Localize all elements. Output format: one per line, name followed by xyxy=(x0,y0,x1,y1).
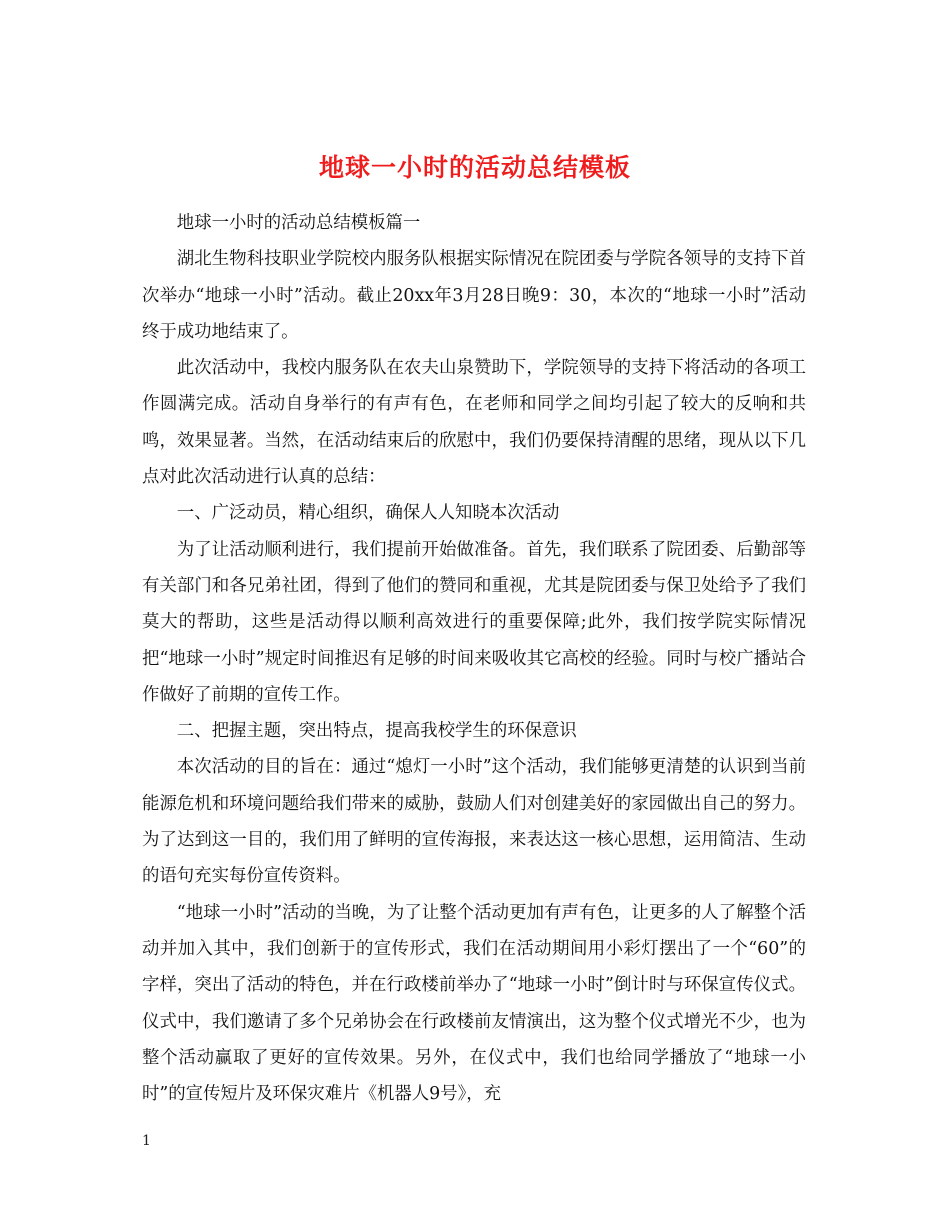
section-heading-1: 一、广泛动员，精心组织，确保人人知晓本次活动 xyxy=(176,503,560,524)
paragraph-event-night: “地球一小时”活动的当晚，为了让整个活动更加有声有色，让更多的人了解整个活动并加入其中，我们创新于的宣传形式，我们在活动期间用小彩灯摆出了一个“60”的字样，突出了活动的特色，并在行政楼前举办了“地球一小时”倒计时与环保宣传仪式。仪式中，我们邀请了多个兄弟协会在行政楼前友情演出，这为整个仪式增光不少，也为整个活动赢取了更好的宣传效果。另外，在仪式中，我们也给同学播放了“地球一小时”的宣传短片及环保灾难片《机器人9号》，充 xyxy=(142,902,806,1105)
document-body xyxy=(142,205,806,1112)
paragraph-subtitle: 地球一小时的活动总结模板篇一 xyxy=(176,213,421,233)
section-heading-2: 二、把握主题，突出特点，提高我校学生的环保意识 xyxy=(176,721,577,742)
paragraph-purpose: 本次活动的目的旨在：通过“熄灯一小时”这个活动，我们能够更清楚的认识到当前能源危机和环境问题给我们带来的威胁，鼓励人们对创建美好的家园做出自己的努力。为了达到这一目的，我们用了鲜明的宣传海报，来表达这一核心思想，运用简洁、生动的语句充实每份宣传资料。 xyxy=(142,757,806,887)
paragraph-intro: 湖北生物科技职业学院校内服务队根据实际情况在院团委与学院各领导的支持下首次举办“地球一小时”活动。截止20xx年3月28日晚9：30，本次的“地球一小时”活动终于成功地结束了。 xyxy=(142,249,806,342)
paragraph-overview: 此次活动中，我校内服务队在农夫山泉赞助下，学院领导的支持下将活动的各项工作圆满完成。活动自身举行的有声有色，在老师和同学之间均引起了较大的反响和共鸣，效果显著。当然，在活动结束后的欣慰中，我们仍要保持清醒的思绪，现从以下几点对此次活动进行认真的总结： xyxy=(142,358,806,488)
paragraph-preparation: 为了让活动顺利进行，我们提前开始做准备。首先，我们联系了院团委、后勤部等有关部门和各兄弟社团，得到了他们的赞同和重视，尤其是院团委与保卫处给予了我们莫大的帮助，这些是活动得以顺利高效进行的重要保障;此外，我们按学院实际情况把“地球一小时”规定时间推迟有足够的时间来吸收其它高校的经验。同时与校广播站合作做好了前期的宣传工作。 xyxy=(142,539,806,705)
page-number: 1 xyxy=(142,1133,151,1149)
document-title: 地球一小时的活动总结模板 xyxy=(318,152,631,182)
